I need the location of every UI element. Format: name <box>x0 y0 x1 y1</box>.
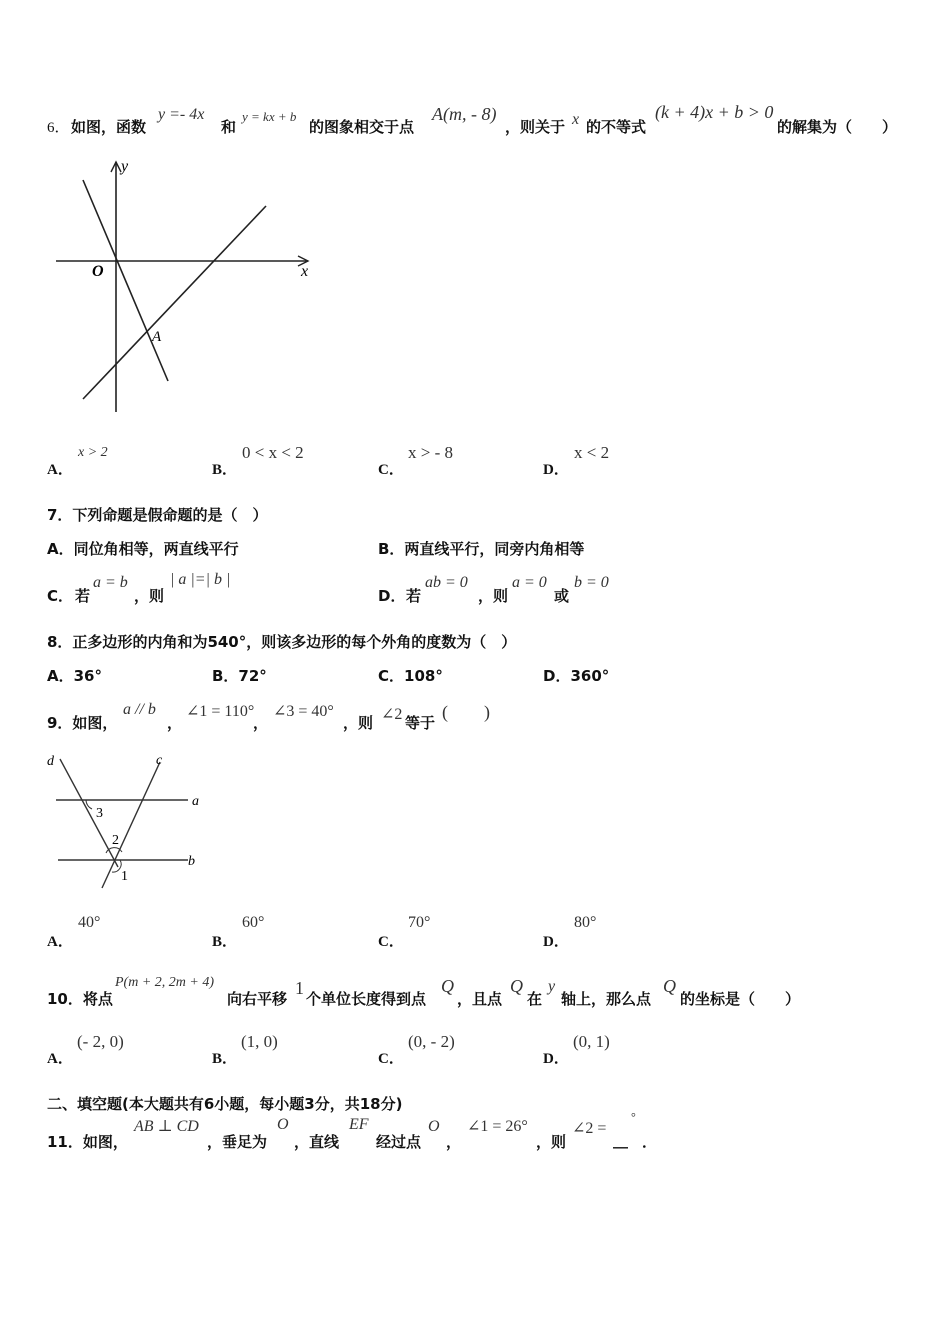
q10-math-6: Q <box>663 976 676 996</box>
q10-text-1: 向右平移 <box>227 990 288 1008</box>
q7-option-c-math-2: | a |=| b | <box>170 571 231 588</box>
label-b: b <box>188 854 195 869</box>
label-y: y <box>121 158 129 175</box>
q10-math-5: y <box>548 978 556 995</box>
q7-option-d-math-2: a = 0 <box>512 574 547 591</box>
q6-text-3: 的图象相交于点 <box>309 118 415 136</box>
q11-answer-blank[interactable]: __ <box>613 1131 628 1149</box>
q6-option-d-math: x < 2 <box>574 443 610 462</box>
q10-option-d-math: (0, 1) <box>573 1032 610 1051</box>
q7-stem: 7．下列命题是假命题的是（ ） <box>47 506 268 524</box>
q6-option-c-math: x > - 8 <box>408 443 453 462</box>
q11-text-1: ，垂足为 <box>207 1133 268 1151</box>
section-2-title: 二、填空题(本大题共有6小题，每小题3分，共18分) <box>47 1095 403 1113</box>
q11-text-3: 经过点 <box>376 1133 422 1151</box>
q9-math-1: a // b <box>123 701 156 718</box>
q9-math-3: ∠3 = 40° <box>273 703 334 720</box>
q9-equals: 等于 <box>405 714 436 732</box>
label-c: c <box>156 753 163 768</box>
q9-option-b-math: 60° <box>242 914 265 931</box>
q11-math-5: ∠1 = 26° <box>467 1118 528 1135</box>
q6-var-x: x <box>572 111 580 128</box>
q10-math-1: P(m + 2, 2m + 4) <box>115 975 214 990</box>
q9-sep-2: ， <box>253 714 269 732</box>
q10-text-6: 的坐标是（ ） <box>680 990 801 1008</box>
label-d: d <box>47 754 54 769</box>
q10-text-3: ，且点 <box>457 990 503 1008</box>
q11-math-4: O <box>428 1118 440 1135</box>
q10-math-2: 1 <box>295 978 304 998</box>
line-c <box>102 762 160 888</box>
q7-option-d-or: 或 <box>554 587 570 605</box>
q8-option-a: A．36° <box>47 667 102 685</box>
q7-option-b: B．两直线平行，同旁内角相等 <box>378 540 585 558</box>
q10-math-3: Q <box>441 976 454 996</box>
q11-number: 11．如图， <box>47 1133 128 1151</box>
q6-text-6: 的解集为（ ） <box>777 118 898 136</box>
q10-text-5: 轴上，那么点 <box>561 990 652 1008</box>
q6-text-1: 如图，函数 <box>71 118 147 136</box>
q10-text-4: 在 <box>527 990 543 1008</box>
q6-option-d-letter: D． <box>543 462 569 478</box>
q10-number: 10．将点 <box>47 990 113 1008</box>
q6-func-2: y = kx + b <box>242 109 297 124</box>
q11-math-2: O <box>277 1116 289 1133</box>
q6-point-a: A(m, - 8) <box>432 104 497 124</box>
q7-option-d-math-1: ab = 0 <box>425 574 468 591</box>
q11-math-3: EF <box>349 1116 369 1133</box>
q6-option-b-letter: B． <box>212 462 238 478</box>
q6-option-b-math: 0 < x < 2 <box>242 443 304 462</box>
q9-math-4: ∠2 <box>381 706 403 723</box>
q9-then: ，则 <box>343 714 374 732</box>
line-y-kx-b <box>83 206 266 399</box>
q9-math-2: ∠1 = 110° <box>186 703 255 720</box>
q7-option-c-math-1: a = b <box>93 574 128 591</box>
q6-inequality: (k + 4)x + b > 0 <box>655 102 774 122</box>
q10-option-a-letter: A． <box>47 1051 73 1067</box>
q11-text-2: ，直线 <box>294 1133 340 1151</box>
q11-math-6: ∠2 = <box>572 1120 607 1137</box>
q8-option-c: C．108° <box>378 667 443 685</box>
q8-stem: 8．正多边形的内角和为540°，则该多边形的每个外角的度数为（ ） <box>47 633 517 651</box>
q9-option-c-letter: C． <box>378 934 404 950</box>
q9-option-a-math: 40° <box>78 914 101 931</box>
q9-option-a-letter: A． <box>47 934 73 950</box>
q7-option-c-letter: C． <box>47 587 74 605</box>
q9-sep-1: ， <box>167 714 183 732</box>
q11-text-5: ，则 <box>536 1133 567 1151</box>
q7-option-c-if: 若 <box>75 587 91 605</box>
q7-option-d-letter: D． <box>378 587 406 605</box>
q10-option-c-math: (0, - 2) <box>408 1032 455 1051</box>
q11-degree: ° <box>631 1110 636 1124</box>
q8-option-b: B．72° <box>212 667 267 685</box>
q10-option-b-letter: B． <box>212 1051 238 1067</box>
q10-text-2: 个单位长度得到点 <box>306 990 427 1008</box>
q6-text-4: ，则关于 <box>505 118 566 136</box>
q6-option-a-letter: A． <box>47 462 73 478</box>
q6-func-1: y =- 4x <box>158 106 205 123</box>
q10-option-b-math: (1, 0) <box>241 1032 278 1051</box>
label-x: x <box>301 263 309 280</box>
q10-option-c-letter: C． <box>378 1051 404 1067</box>
q9-option-c-math: 70° <box>408 914 431 931</box>
q10-option-d-letter: D． <box>543 1051 569 1067</box>
q7-option-c-then: ，则 <box>134 587 165 605</box>
q7-option-a: A．同位角相等，两直线平行 <box>47 540 239 558</box>
q9-parallel-lines-figure <box>42 748 212 893</box>
line-y-neg4x <box>83 180 168 381</box>
q6-text-2: 和 <box>221 118 237 136</box>
q8-option-d: D．360° <box>543 667 610 685</box>
q9-option-d-letter: D． <box>543 934 569 950</box>
label-angle-3: 3 <box>96 806 103 821</box>
q10-math-4: Q <box>510 976 523 996</box>
label-angle-2: 2 <box>112 833 119 848</box>
q11-end: ． <box>642 1133 658 1151</box>
label-a: a <box>192 794 199 809</box>
q9-number: 9．如图， <box>47 714 118 732</box>
label-angle-1: 1 <box>121 869 128 884</box>
q6-number: 6． <box>47 120 70 136</box>
q6-graph-figure <box>50 150 330 420</box>
q6-option-c-letter: C． <box>378 462 404 478</box>
q9-paren: ( ) <box>442 702 490 722</box>
q10-option-a-math: (- 2, 0) <box>77 1032 124 1051</box>
q11-math-1: AB ⊥ CD <box>134 1118 199 1135</box>
q11-text-4: ， <box>446 1133 462 1151</box>
q6-option-a-math: x > 2 <box>78 445 108 460</box>
line-d <box>60 759 118 867</box>
q6-text-5: 的不等式 <box>586 118 647 136</box>
label-origin: O <box>92 263 104 280</box>
q9-option-b-letter: B． <box>212 934 238 950</box>
q7-option-d-math-3: b = 0 <box>574 574 609 591</box>
q7-option-d-if: 若 <box>406 587 422 605</box>
label-point-a: A <box>152 329 162 345</box>
q7-option-d-then: ，则 <box>478 587 509 605</box>
q9-option-d-math: 80° <box>574 914 597 931</box>
